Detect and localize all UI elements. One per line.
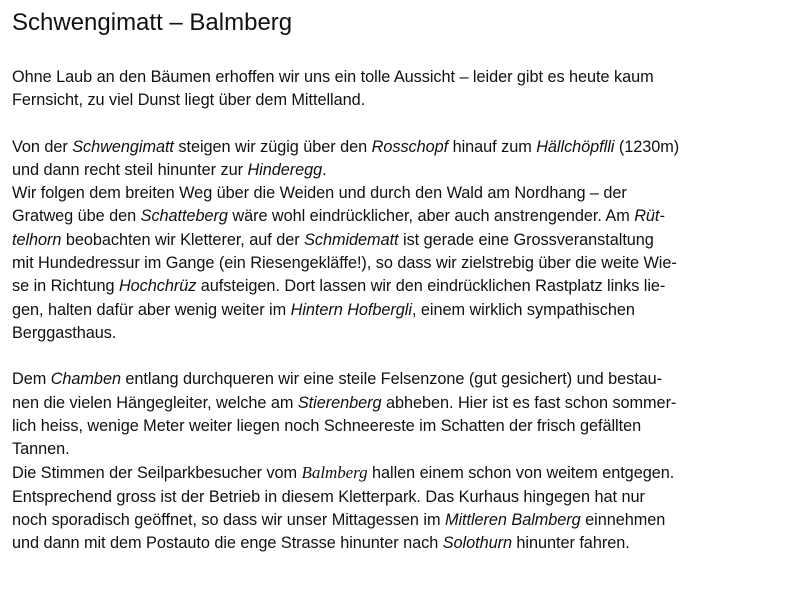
place-name: Schatteberg	[140, 207, 228, 226]
text-run: (1230m)	[614, 137, 680, 156]
place-name: Hochchrüz	[118, 277, 197, 296]
text-run: entlang durchqueren wir eine steile Felsenzone (gut gesichert) und bestau-	[120, 370, 663, 389]
text-run: Dem	[12, 370, 51, 389]
place-name: telhorn	[12, 230, 62, 249]
text-run: , einem wirklich sympathischen	[411, 300, 635, 319]
text-run: Ohne Laub an den Bäumen erhoffen wir uns ein tolle Aussicht – leider gibt es heute kaum	[12, 68, 654, 86]
place-name: Hinderegg	[247, 160, 323, 179]
place-name: Schmidematt	[304, 230, 399, 249]
text-run: .	[322, 160, 327, 179]
document-title: Schwengimatt – Balmberg	[12, 9, 293, 36]
text-run: aufsteigen. Dort lassen wir den eindrücklichen Rastplatz links lie-	[196, 277, 666, 296]
text-run: und dann recht steil hinunter zur	[12, 160, 248, 179]
place-name: Rüt-	[634, 207, 665, 226]
text-run: hallen einem schon von weitem entgegen.	[367, 464, 675, 483]
text-line	[12, 461, 788, 485]
place-name: Schwengimatt	[72, 137, 174, 156]
place-name: Solothurn	[442, 534, 512, 553]
place-name: Mittleren Balmberg	[444, 511, 581, 530]
text-line	[12, 182, 788, 205]
text-line	[12, 136, 788, 159]
place-name: Balmberg	[301, 463, 368, 483]
paragraph	[12, 368, 788, 555]
text-run: Die Stimmen der Seilparkbesucher vom	[12, 464, 302, 483]
text-run: hinauf zum	[448, 137, 537, 156]
text-line	[12, 368, 788, 391]
text-run: mit Hundedressur im Gange (ein Riesengekläffe!), so dass wir zielstrebig über die weite Wie-	[12, 254, 677, 273]
text-run: noch sporadisch geöffnet, so dass wir unser Mittagessen im	[12, 511, 445, 530]
place-name: Rosschopf	[371, 137, 449, 156]
place-name: Hintern Hofbergli	[290, 300, 412, 319]
text-line	[12, 415, 788, 438]
text-run: Von der	[12, 137, 73, 156]
text-line	[12, 486, 788, 509]
text-run: lich heiss, wenige Meter weiter liegen noch Schneereste im Schatten der frisch gefällten	[12, 416, 642, 435]
text-run: nen die vielen Hängegleiter, welche am	[12, 393, 298, 412]
text-run: steigen wir zügig über den	[173, 137, 372, 156]
paragraph	[12, 66, 788, 113]
place-name: Hällchöpflli	[536, 137, 615, 156]
text-run: Wir folgen dem breiten Weg über die Weiden und durch den Wald am Nordhang – der	[12, 184, 627, 203]
text-run: und dann mit dem Postauto die enge Strasse hinunter nach	[12, 534, 443, 553]
text-line	[12, 532, 788, 555]
text-line	[12, 392, 788, 415]
text-line	[12, 159, 788, 182]
text-line	[12, 66, 788, 89]
document-body	[12, 66, 788, 556]
text-run: wäre wohl eindrücklicher, aber auch anstrengender. Am	[227, 207, 635, 226]
place-name: Chamben	[50, 370, 121, 389]
text-run: einnehmen	[580, 511, 666, 530]
place-name: Stierenberg	[297, 393, 382, 412]
text-run: Fernsicht, zu viel Dunst liegt über dem Mittelland.	[12, 91, 366, 110]
text-run: gen, halten dafür aber wenig weiter im	[12, 300, 291, 319]
text-line	[12, 205, 788, 228]
text-run: Entsprechend gross ist der Betrieb in diesem Kletterpark. Das Kurhaus hingegen hat nur	[12, 487, 645, 506]
text-run: hinunter fahren.	[511, 534, 630, 553]
text-run: se in Richtung	[12, 277, 119, 296]
text-run: beobachten wir Kletterer, auf der	[61, 230, 305, 249]
paragraph	[12, 136, 788, 346]
document-page	[12, 6, 788, 579]
text-line	[12, 89, 788, 112]
text-run: Gratweg übe den	[12, 207, 141, 226]
text-line	[12, 438, 788, 461]
text-line	[12, 322, 788, 345]
text-run: Berggasthaus.	[12, 323, 117, 342]
text-line	[12, 252, 788, 275]
text-run: ist gerade eine Grossveranstaltung	[398, 230, 654, 249]
text-line	[12, 275, 788, 298]
text-line	[12, 299, 788, 322]
text-run: Tannen.	[12, 440, 70, 459]
text-line	[12, 229, 788, 252]
text-run: abheben. Hier ist es fast schon sommer-	[381, 393, 677, 412]
text-line	[12, 509, 788, 532]
